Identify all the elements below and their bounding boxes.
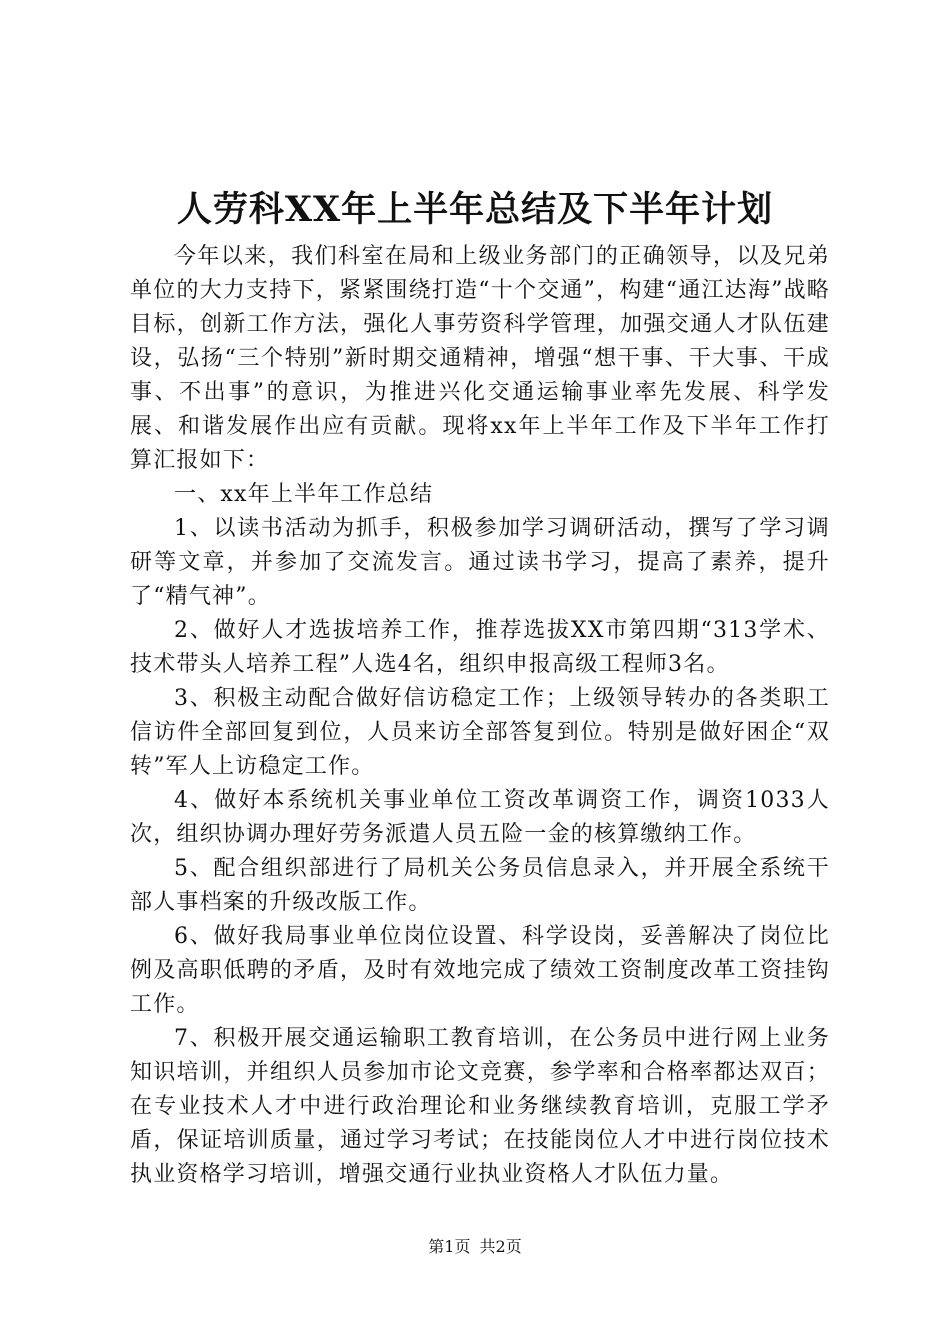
paragraph-item-3: 3、积极主动配合做好信访稳定工作；上级领导转办的各类职工信访件全部回复到位，人员来访全部答复到位。特别是做好困企“双转”军人上访稳定工作。	[130, 686, 830, 779]
paragraph-item-6: 6、做好我局事业单位岗位设置、科学设岗，妥善解决了岗位比例及高职低聘的矛盾，及时有效地完成了绩效工资制度改革工资挂钩工作。	[130, 924, 830, 1017]
section-heading: 一、xx年上半年工作总结	[174, 482, 434, 507]
document-body	[130, 240, 830, 1192]
document-title: 人劳科XX年上半年总结及下半年计划	[176, 189, 774, 230]
paragraph-item-4: 4、做好本系统机关事业单位工资改革调资工作，调资1033人次，组织协调办理好劳务派遣人员五险一金的核算缴纳工作。	[130, 788, 830, 847]
page-footer	[0, 1236, 950, 1258]
page-number: 第1页	[428, 1237, 471, 1256]
paragraph-item-1: 1、以读书活动为抓手，积极参加学习调研活动，撰写了学习调研等文章，并参加了交流发言。通过读书学习，提高了素养，提升了“精气神”。	[130, 516, 830, 609]
page-total: 共2页	[479, 1237, 522, 1256]
paragraph-item-2: 2、做好人才选拔培养工作，推荐选拔XX市第四期“313学术、技术带头人培养工程”人选4名，组织申报高级工程师3名。	[130, 618, 830, 677]
paragraph-item-7: 7、积极开展交通运输职工教育培训，在公务员中进行网上业务知识培训，并组织人员参加市论文竞赛，参学率和合格率都达双百；在专业技术人才中进行政治理论和业务继续教育培训，克服工学矛盾，保证培训质量，通过学习考试；在技能岗位人才中进行岗位技术执业资格学习培训，增强交通行业执业资格人才队伍力量。	[130, 1026, 830, 1187]
paragraph-intro: 今年以来，我们科室在局和上级业务部门的正确领导，以及兄弟单位的大力支持下，紧紧围绕打造“十个交通”，构建“通江达海”战略目标，创新工作方法，强化人事劳资科学管理，加强交通人才队伍建设，弘扬“三个特别”新时期交通精神，增强“想干事、干大事、干成事、不出事”的意识，为推进兴化交通运输事业率先发展、科学发展、和谐发展作出应有贡献。现将xx年上半年工作及下半年工作打算汇报如下：	[130, 244, 830, 473]
paragraph-item-5: 5、配合组织部进行了局机关公务员信息录入，并开展全系统干部人事档案的升级改版工作。	[130, 856, 830, 915]
